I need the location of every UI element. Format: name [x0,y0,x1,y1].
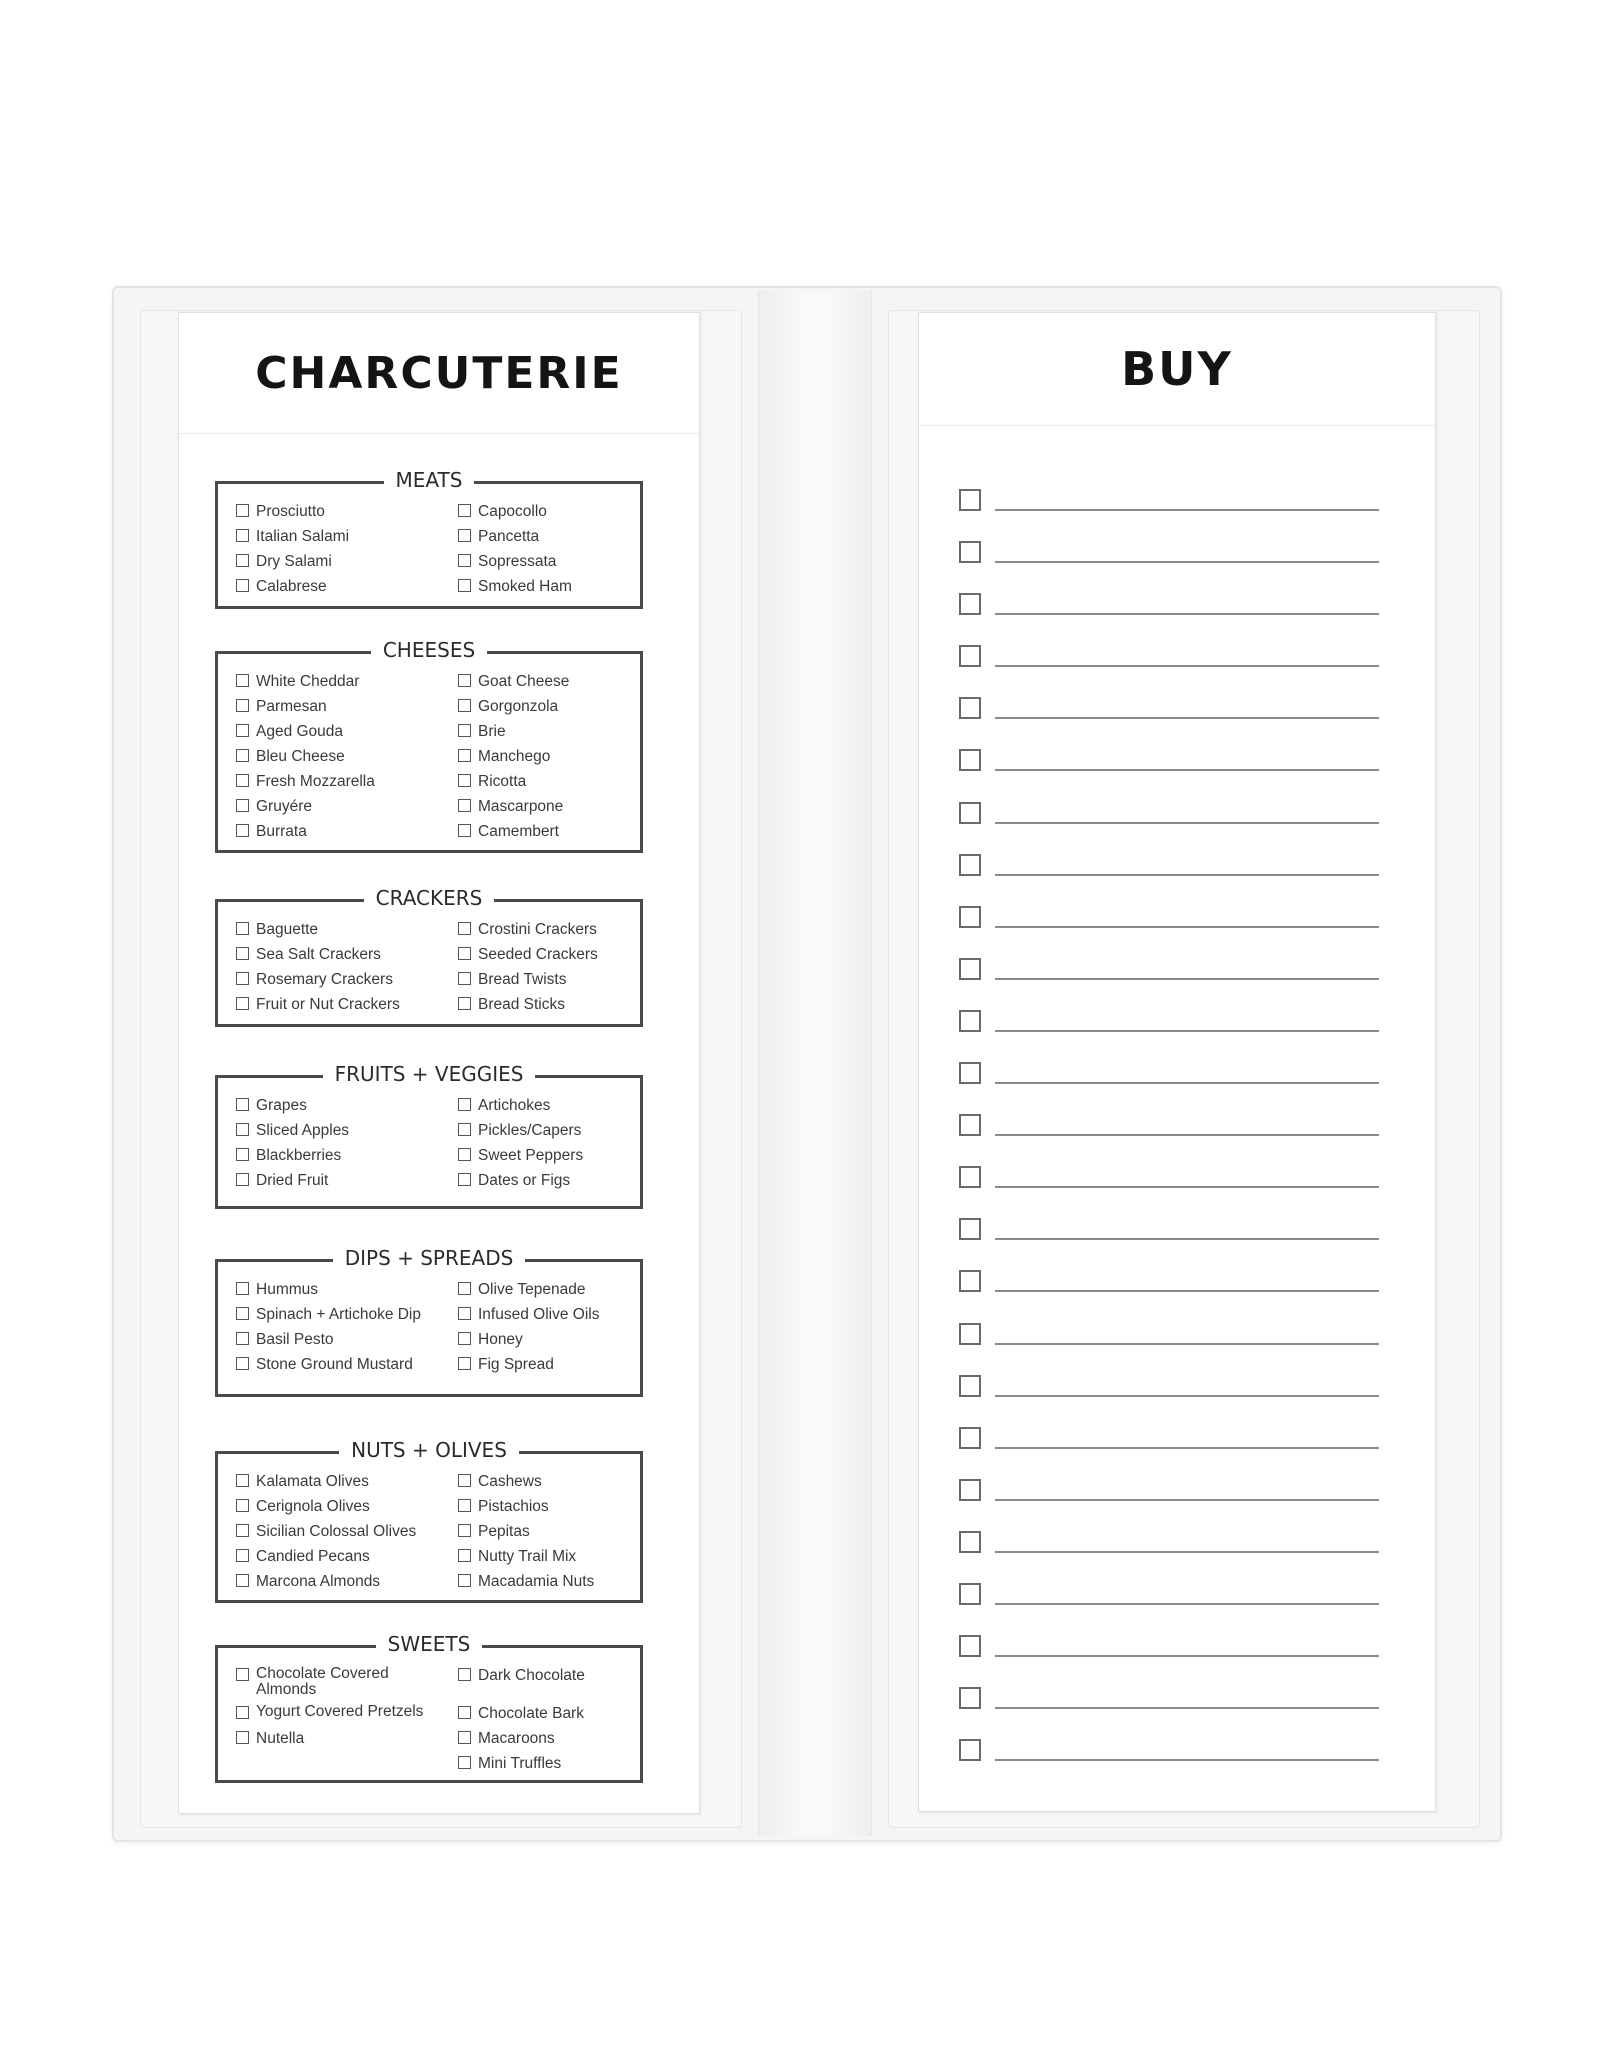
checkbox[interactable] [236,1474,249,1487]
checklist-item-label: Bread Sticks [478,996,566,1013]
checkbox[interactable] [959,749,981,771]
checkbox[interactable] [236,1706,249,1719]
checklist-item [458,1305,632,1324]
checkbox[interactable] [236,947,249,960]
section-items [236,1280,632,1374]
checklist-item [458,1171,632,1190]
checkbox[interactable] [236,824,249,837]
checkbox[interactable] [236,504,249,517]
checkbox[interactable] [458,1332,471,1345]
checklist-item-label: Candied Pecans [256,1548,370,1565]
checklist-item-label: Spinach + Artichoke Dip [256,1306,421,1323]
checkbox[interactable] [959,1375,981,1397]
checkbox[interactable] [959,645,981,667]
checkbox[interactable] [959,1739,981,1761]
checkbox[interactable] [959,854,981,876]
checkbox[interactable] [236,1148,249,1161]
checkbox[interactable] [236,774,249,787]
write-line[interactable] [995,1759,1379,1761]
checklist-item [458,772,632,791]
checkbox[interactable] [458,1668,471,1681]
buy-line [959,1323,1379,1375]
checklist-item [458,1572,632,1591]
checklist-item-label: Brie [478,723,506,740]
checklist-item [236,552,458,571]
checklist-item-label: Camembert [478,823,559,840]
checkbox[interactable] [959,1166,981,1188]
checklist-item [236,1280,458,1299]
checklist-item [236,1572,458,1591]
section-title-sweets: SWEETS [376,1632,483,1656]
section-items [236,1472,632,1591]
checklist-item [458,1146,632,1165]
checklist-item-label: Macaroons [478,1730,555,1747]
write-line[interactable] [995,613,1379,615]
write-line[interactable] [995,1551,1379,1553]
section-crackers [215,886,643,1027]
checkbox[interactable] [458,1173,471,1186]
checkbox[interactable] [959,697,981,719]
checklist-item-label: Parmesan [256,698,327,715]
checklist-item-label: Gorgonzola [478,698,559,715]
section-title-fruits-veggies: FRUITS + VEGGIES [323,1062,536,1086]
checkbox[interactable] [458,997,471,1010]
checklist-item [236,1472,458,1491]
section-title-crackers: CRACKERS [364,886,495,910]
write-line[interactable] [995,561,1379,563]
checklist-item-label: Yogurt Covered Pretzels [256,1703,424,1720]
checkbox[interactable] [236,554,249,567]
checklist-item [458,970,632,989]
section-title-dips-spreads: DIPS + SPREADS [333,1246,526,1270]
checklist-item-label: Goat Cheese [478,673,570,690]
checkbox[interactable] [959,1323,981,1345]
checkbox[interactable] [236,1731,249,1744]
checklist-item [458,1666,632,1698]
checkbox[interactable] [458,922,471,935]
checkbox[interactable] [458,1474,471,1487]
checklist-item-label: Cerignola Olives [256,1498,370,1515]
checklist-item [458,1472,632,1491]
checklist-item-label: Prosciutto [256,503,325,520]
checklist-item-label: Pancetta [478,528,540,545]
checkbox[interactable] [236,579,249,592]
write-line[interactable] [995,874,1379,876]
checkbox[interactable] [458,554,471,567]
buy-line [959,749,1379,801]
checklist-item [458,920,632,939]
checklist-item [458,502,632,521]
section-title-cheeses: CHEESES [371,638,487,662]
checkbox[interactable] [959,541,981,563]
checkbox[interactable] [458,1307,471,1320]
buy-line [959,697,1379,749]
checklist-item [236,1547,458,1566]
checklist-item-label: Kalamata Olives [256,1473,369,1490]
buy-line [959,958,1379,1010]
buy-line [959,1427,1379,1479]
checklist-item-label: Dried Fruit [256,1172,329,1189]
checkbox[interactable] [959,1583,981,1605]
section-cheeses [215,638,643,853]
checklist-item-label: Nutella [256,1730,305,1747]
checkbox[interactable] [959,1114,981,1136]
checklist-item-label: Chocolate Bark [478,1705,584,1722]
checkbox[interactable] [458,674,471,687]
section-sweets [215,1632,643,1783]
checklist-item [236,577,458,596]
checklist-item-label: Macadamia Nuts [478,1573,595,1590]
checklist-item [236,1121,458,1140]
checklist-item-label: Sopressata [478,553,557,570]
checklist-item-label: Rosemary Crackers [256,971,393,988]
checklist-item-label: Aged Gouda [256,723,344,740]
checkbox[interactable] [458,972,471,985]
buy-line [959,541,1379,593]
checklist-item [236,1146,458,1165]
write-line[interactable] [995,1499,1379,1501]
checkbox[interactable] [458,1123,471,1136]
buy-line [959,1166,1379,1218]
buy-title: BUY [919,313,1435,426]
checklist-item [458,1355,632,1374]
write-line[interactable] [995,1655,1379,1657]
checkbox[interactable] [458,724,471,737]
checkbox[interactable] [458,1756,471,1769]
checklist-item-label: Nutty Trail Mix [478,1548,577,1565]
write-line[interactable] [995,1603,1379,1605]
checklist-item [236,1171,458,1190]
checklist-item-label: Blackberries [256,1147,342,1164]
write-line[interactable] [995,1238,1379,1240]
checklist-item [236,945,458,964]
checklist-item-label: Italian Salami [256,528,350,545]
checkbox[interactable] [458,824,471,837]
checklist-item [458,722,632,741]
checkbox[interactable] [236,1282,249,1295]
checkbox[interactable] [236,799,249,812]
checklist-item [458,1729,632,1748]
buy-line [959,1583,1379,1635]
write-line[interactable] [995,717,1379,719]
checkbox[interactable] [236,1549,249,1562]
checkbox[interactable] [959,1062,981,1084]
checklist-item-label: Mini Truffles [478,1755,562,1772]
checklist-item-label: Smoked Ham [478,578,572,595]
checklist-item-label: Manchego [478,748,551,765]
checklist-item [236,1729,458,1748]
checklist-item [236,1305,458,1324]
section-items [236,502,632,596]
buy-line [959,1270,1379,1322]
checkbox[interactable] [458,774,471,787]
checklist-item-label: Stone Ground Mustard [256,1356,413,1373]
checklist-item-label: Capocollo [478,503,547,520]
section-title-nuts-olives: NUTS + OLIVES [339,1438,519,1462]
folio-spine [758,290,872,1836]
checklist-item-label: Basil Pesto [256,1331,334,1348]
checklist-item [458,1096,632,1115]
checklist-item [458,1330,632,1349]
section-meats [215,468,643,609]
checklist-item [458,747,632,766]
checkbox[interactable] [458,504,471,517]
charcuterie-notepad [178,312,700,1814]
checkbox[interactable] [236,972,249,985]
checklist-item-label: Olive Tepenade [478,1281,586,1298]
checkbox[interactable] [959,802,981,824]
checklist-item-label: Gruyére [256,798,312,815]
checklist-item-label: Honey [478,1331,523,1348]
checkbox[interactable] [236,1173,249,1186]
checklist-item-label: Mascarpone [478,798,564,815]
checklist-item-label: Fruit or Nut Crackers [256,996,400,1013]
checkbox[interactable] [959,958,981,980]
write-line[interactable] [995,665,1379,667]
checkbox[interactable] [236,1098,249,1111]
checkbox[interactable] [236,1357,249,1370]
buy-line [959,1375,1379,1427]
section-items [236,672,632,841]
checkbox[interactable] [458,1499,471,1512]
checklist-item [458,672,632,691]
write-line[interactable] [995,1343,1379,1345]
checklist-item-label: Artichokes [478,1097,551,1114]
checklist-item [458,527,632,546]
checklist-item [458,1522,632,1541]
checkbox[interactable] [458,1282,471,1295]
checkbox[interactable] [959,1479,981,1501]
buy-line [959,489,1379,541]
checklist-item [236,920,458,939]
checklist-item-label: Pickles/Capers [478,1122,582,1139]
checkbox[interactable] [458,799,471,812]
checkbox[interactable] [236,1668,249,1681]
checkbox[interactable] [959,1010,981,1032]
checkbox[interactable] [959,1270,981,1292]
checkbox[interactable] [236,529,249,542]
checkbox[interactable] [458,1574,471,1587]
checkbox[interactable] [959,1635,981,1657]
write-line[interactable] [995,769,1379,771]
section-dips-spreads [215,1246,643,1397]
checklist-item [236,1704,458,1723]
checklist-item-label: Fresh Mozzarella [256,773,375,790]
checklist-item [236,797,458,816]
write-line[interactable] [995,1395,1379,1397]
checklist-item [236,697,458,716]
checklist-item [458,552,632,571]
checklist-item-label: Calabrese [256,578,327,595]
checkbox[interactable] [959,1531,981,1553]
buy-line [959,593,1379,645]
write-line[interactable] [995,926,1379,928]
checkbox[interactable] [458,1098,471,1111]
checklist-item [236,527,458,546]
checkbox[interactable] [236,1123,249,1136]
buy-line [959,1010,1379,1062]
checkbox[interactable] [458,749,471,762]
checklist-item [236,747,458,766]
checkbox[interactable] [236,997,249,1010]
checklist-item-label: Infused Olive Oils [478,1306,600,1323]
checklist-item-label: Sea Salt Crackers [256,946,381,963]
checklist-item [458,1497,632,1516]
checklist-item-label: Fig Spread [478,1356,554,1373]
write-line[interactable] [995,978,1379,980]
section-nuts-olives [215,1438,643,1603]
checklist-item-label: Pistachios [478,1498,549,1515]
write-line[interactable] [995,1290,1379,1292]
checklist-item [458,797,632,816]
checklist-item [458,1754,632,1773]
buy-notepad [918,312,1436,1812]
checkbox[interactable] [458,579,471,592]
checklist-item-label: Bleu Cheese [256,748,345,765]
checkbox[interactable] [959,593,981,615]
write-line[interactable] [995,1447,1379,1449]
checklist-item-label: Burrata [256,823,307,840]
write-line[interactable] [995,1134,1379,1136]
checklist-item [236,1355,458,1374]
checkbox[interactable] [458,947,471,960]
checklist-item [236,502,458,521]
checkbox[interactable] [458,529,471,542]
section-fruits-veggies [215,1062,643,1209]
checklist-item [236,1666,458,1698]
buy-line [959,906,1379,958]
checklist-item-label: Sweet Peppers [478,1147,584,1164]
checklist-item-label: Marcona Almonds [256,1573,381,1590]
buy-line [959,1739,1379,1791]
checkbox[interactable] [959,1427,981,1449]
checklist-item [236,1497,458,1516]
checkbox[interactable] [236,1332,249,1345]
buy-line [959,802,1379,854]
buy-line [959,1635,1379,1687]
buy-line [959,1114,1379,1166]
checklist-item-label: Dry Salami [256,553,332,570]
checklist-item [458,577,632,596]
checklist-item [458,1280,632,1299]
checkbox[interactable] [236,922,249,935]
checklist-item [236,1522,458,1541]
checklist-item [458,1704,632,1723]
checklist-item-label: Sicilian Colossal Olives [256,1523,417,1540]
checkbox[interactable] [458,699,471,712]
write-line[interactable] [995,1082,1379,1084]
checklist-item-label: Chocolate Covered Almonds [256,1665,389,1698]
checkbox[interactable] [236,674,249,687]
buy-line [959,645,1379,697]
write-line[interactable] [995,822,1379,824]
buy-line [959,854,1379,906]
buy-line [959,1218,1379,1270]
checkbox[interactable] [458,1357,471,1370]
checkbox[interactable] [236,724,249,737]
checklist-item-label: Ricotta [478,773,527,790]
checklist-item [236,772,458,791]
checkbox[interactable] [236,749,249,762]
checkbox[interactable] [458,1731,471,1744]
checklist-item [236,1754,458,1773]
checkbox[interactable] [236,1574,249,1587]
section-items [236,920,632,1014]
checklist-item-label: Hummus [256,1281,319,1298]
write-line[interactable] [995,1030,1379,1032]
checkbox[interactable] [959,489,981,511]
checkbox[interactable] [458,1524,471,1537]
charcuterie-title: CHARCUTERIE [179,313,699,434]
checklist-item-label: Pepitas [478,1523,530,1540]
checklist-item [458,995,632,1014]
checklist-item [458,1121,632,1140]
checklist-item [458,822,632,841]
checkbox[interactable] [959,906,981,928]
write-line[interactable] [995,1707,1379,1709]
checkbox[interactable] [236,1524,249,1537]
checklist-item-label: White Cheddar [256,673,360,690]
checklist-item [458,697,632,716]
checkbox[interactable] [236,1307,249,1320]
checklist-item-label: Dates or Figs [478,1172,571,1189]
checkbox[interactable] [458,1549,471,1562]
checklist-item [236,822,458,841]
buy-list [959,489,1379,1791]
checklist-item-label: Baguette [256,921,319,938]
checklist-item [236,1096,458,1115]
buy-line [959,1687,1379,1739]
checkbox[interactable] [458,1706,471,1719]
checklist-item [458,945,632,964]
checklist-item-label: Bread Twists [478,971,567,988]
checklist-item [236,970,458,989]
section-title-meats: MEATS [384,468,475,492]
checklist-item-label: Dark Chocolate [478,1667,585,1684]
buy-line [959,1062,1379,1114]
section-items [236,1666,632,1773]
checkbox[interactable] [236,1499,249,1512]
checkbox[interactable] [458,1148,471,1161]
checklist-item-label: Grapes [256,1097,307,1114]
checkbox[interactable] [959,1218,981,1240]
section-items [236,1096,632,1190]
checklist-item [236,672,458,691]
checklist-item [236,722,458,741]
write-line[interactable] [995,1186,1379,1188]
checkbox[interactable] [236,699,249,712]
write-line[interactable] [995,509,1379,511]
checklist-item-label: Cashews [478,1473,542,1490]
checkbox[interactable] [959,1687,981,1709]
checklist-item-label: Seeded Crackers [478,946,598,963]
checklist-item [236,995,458,1014]
buy-line [959,1479,1379,1531]
checklist-item-label: Sliced Apples [256,1122,350,1139]
checklist-item-label: Crostini Crackers [478,921,597,938]
checklist-item [458,1547,632,1566]
checklist-item [236,1330,458,1349]
buy-line [959,1531,1379,1583]
